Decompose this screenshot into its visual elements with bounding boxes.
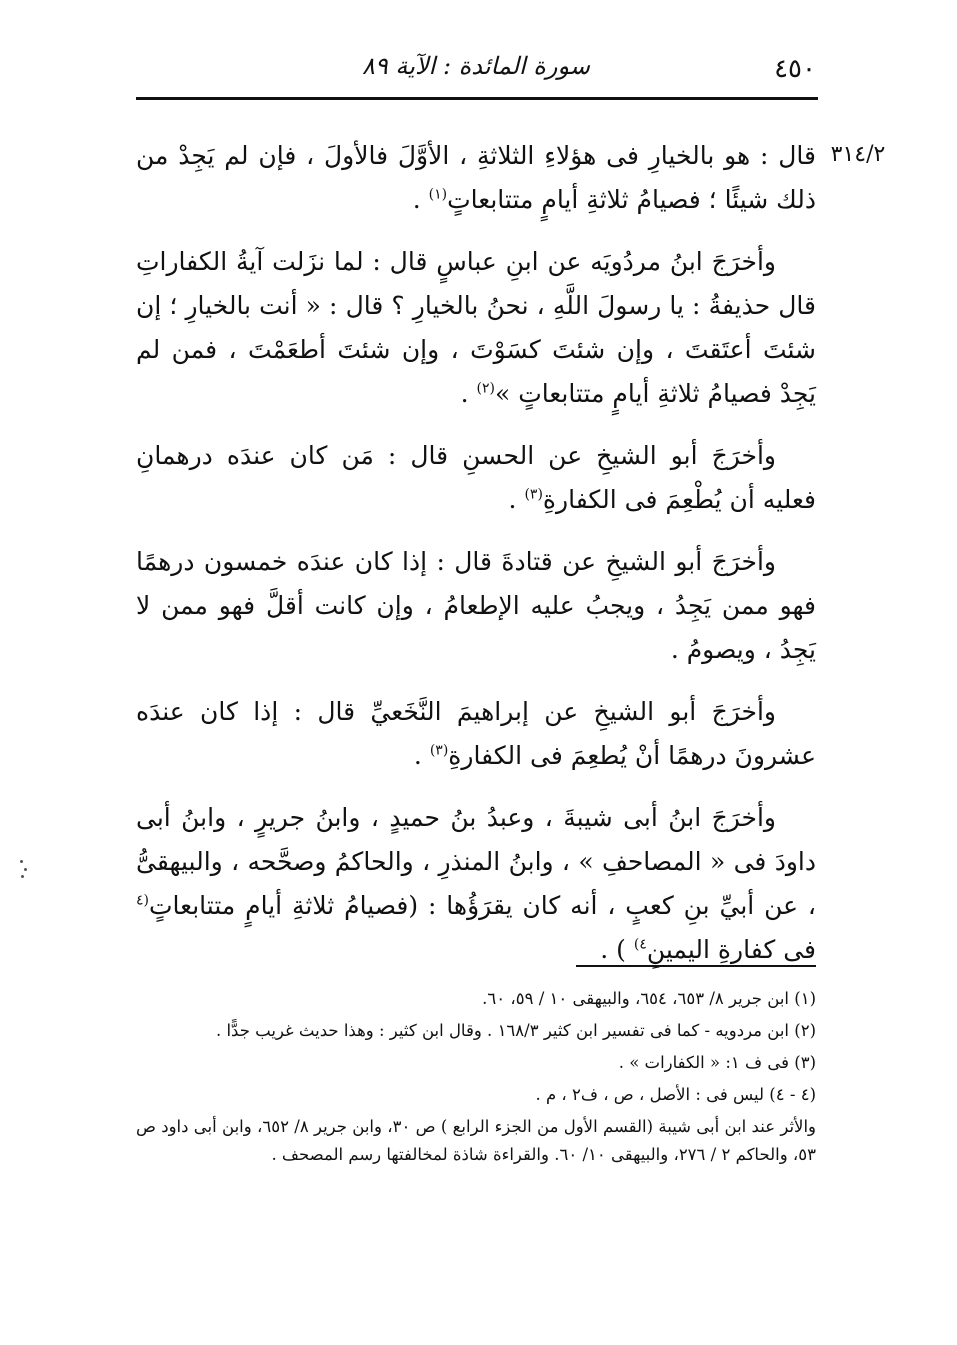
footnote-divider — [576, 965, 816, 967]
footnotes — [136, 985, 816, 1173]
paragraph-4: وأخرَجَ أبو الشيخِ عن قتادةَ قال : إذا كان عندَه خمسون درهمًا فهو ممن يَجِدُ ، ويجبُ عليه الإطعامُ ، وإن كانت أقلَّ فهو ممن لا يَجِدُ ، ويصومُ . — [136, 547, 816, 664]
paragraph-3: وأخرَجَ أبو الشيخِ عن الحسنِ قال : مَن كان عندَه درهمانِ فعليه أن يُطْعِمَ فى الكفارةِ$^{(٣)}$ . — [136, 441, 816, 514]
footnote-4: (٤ - ٤) ليس فى : الأصل ، ص ، ف٢ ، م . — [535, 1085, 816, 1104]
footnote-3: (٣) فى ف ١: « الكفارات » . — [618, 1053, 816, 1072]
footnote-marker: (٣) — [524, 486, 543, 503]
paragraph-1: قال : هو بالخيارِ فى هؤلاءِ الثلاثةِ ، الأوَّلَ فالأولَ ، فإن لم يَجِدْ من ذلك شيئًا ؛ فصيامُ ثلاثةِ أيامٍ متتابعاتٍ$^{(١)}$ . — [136, 141, 816, 214]
header-rule — [136, 97, 818, 100]
page-number: ٤٥٠ — [774, 54, 816, 84]
footnote-marker: (٢) — [476, 380, 495, 397]
running-title: سورة المائدة : الآية ٨٩ — [362, 52, 590, 80]
scan-speck — [20, 860, 23, 863]
footnote-marker: (١) — [428, 186, 448, 203]
page-header — [136, 50, 816, 100]
paragraph-6: وأخرَجَ ابنُ أبى شيبةَ ، وعبدُ بنُ حميدٍ ، وابنُ جريرٍ ، وابنُ أبى داودَ فى « المصاحفِ » ، وابنُ المنذرِ ، والحاكمُ وصحَّحه ، والبيهقىُّ ، عن أبيِّ بنِ كعبٍ ، أنه كان يقرَؤُها : (فصيامُ ثلاثةِ أيامٍ متتابعاتٍ$^{(٤}$ فى كفارةِ اليمينِ$^{٤)}$ ) . — [136, 803, 816, 964]
main-text — [136, 134, 816, 990]
footnote-4-continuation: والأثر عند ابن أبى شيبة (القسم الأول من الجزء الرابع ) ص ٣٠، وابن جرير ٨/ ٦٥٢، وابن أبى داود ص ٥٣، والحاكم ٢ / ٢٧٦، والبيهقى ١٠/ ٦٠. والقراءة شاذة لمخالفتها رسم المصحف . — [136, 1117, 817, 1164]
footnote-1: (١) ابن جرير ٨/ ٦٥٣، ٦٥٤، والبيهقى ١٠ / ٥٩، ٦٠. — [482, 989, 816, 1008]
scan-speck — [24, 868, 27, 871]
footnote-marker: ٤) — [633, 936, 647, 953]
footnote-marker: (٤ — [136, 892, 149, 909]
paragraph-2: وأخرَجَ ابنُ مردُويَه عن ابنِ عباسٍ قال : لما نزَلت آيةُ الكفاراتِ قال حذيفةُ : يا رسولَ اللَّهِ ، نحنُ بالخيارِ ؟ قال : « أنت بالخيارِ ؛ إن شئتَ أعتَقتَ ، وإن شئتَ كسَوْتَ ، وإن شئتَ أطعَمْتَ ، فمن لم يَجِدْ فصيامُ ثلاثةِ أيامٍ متتابعاتٍ »$^{(٢)}$ . — [136, 247, 816, 408]
margin-reference: ٣١٤/٢ — [830, 142, 886, 167]
footnote-2: (٢) ابن مردويه - كما فى تفسير ابن كثير ١٦٨/٣ . وقال ابن كثير : وهذا حديث غريب جدًّا . — [215, 1021, 816, 1040]
scan-speck — [21, 875, 24, 878]
footnote-marker: (٣) — [429, 742, 449, 759]
paragraph-5: وأخرَجَ أبو الشيخِ عن إبراهيمَ النَّخَعيِّ قال : إذا كان عندَه عشرونَ درهمًا أنْ يُطعِمَ فى الكفارةِ$^{(٣)}$ . — [136, 697, 816, 770]
